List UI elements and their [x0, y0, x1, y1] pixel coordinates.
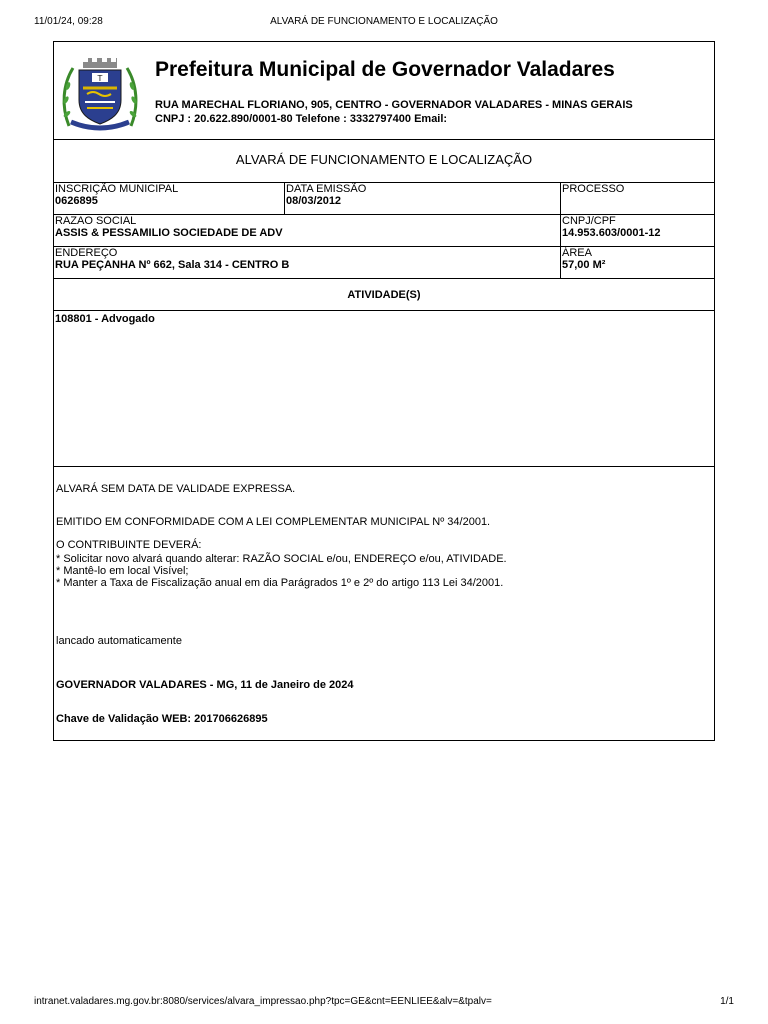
taxpayer-item: * Solicitar novo alvará quando alterar: RAZÃO SOCIAL e/ou, ENDEREÇO e/ou, ATIVIDADE. [56, 553, 507, 565]
issued-note: EMITIDO EM CONFORMIDADE COM A LEI COMPLEMENTAR MUNICIPAL Nº 34/2001. [56, 516, 491, 528]
activities-list [54, 311, 714, 467]
field-inscricao [54, 183, 284, 214]
activities-header-row [54, 279, 714, 311]
row-company [54, 215, 714, 247]
field-label: ÁREA [562, 247, 592, 259]
print-title: ALVARÁ DE FUNCIONAMENTO E LOCALIZAÇÃO [270, 16, 498, 27]
field-label: ENDEREÇO [55, 247, 118, 259]
svg-text:T: T [97, 74, 103, 83]
print-header [34, 16, 734, 30]
municipality-contact: CNPJ : 20.622.890/0001-80 Telefone : 3332797400 Email: [155, 113, 448, 125]
field-value: RUA PEÇANHA Nº 662, Sala 314 - CENTRO B [55, 259, 290, 271]
document-title-row [54, 140, 714, 183]
field-value: 14.953.603/0001-12 [562, 227, 661, 239]
license-document [53, 41, 715, 741]
field-label: INSCRIÇÃO MUNICIPAL [55, 183, 179, 195]
page-number: 1/1 [720, 996, 734, 1007]
field-processo [560, 183, 714, 214]
document-header [54, 42, 714, 140]
field-value: 57,00 M² [562, 259, 606, 271]
taxpayer-item: * Manter a Taxa de Fiscalização anual em dia Parágrados 1º e 2º do artigo 113 Lei 34/2001. [56, 577, 504, 589]
field-label: CNPJ/CPF [562, 215, 616, 227]
row-address [54, 247, 714, 279]
field-data-emissao [284, 183, 560, 214]
city-coat-of-arms-icon [59, 56, 141, 132]
automatic-note: lancado automaticamente [56, 635, 182, 647]
field-label: DATA EMISSÃO [286, 183, 367, 195]
municipality-address: RUA MARECHAL FLORIANO, 905, CENTRO - GOVERNADOR VALADARES - MINAS GERAIS [155, 99, 633, 111]
activities-header: ATIVIDADE(S) [347, 289, 421, 301]
taxpayer-item: * Mantê-lo em local Visível; [56, 565, 189, 577]
field-area [560, 247, 714, 278]
print-url: intranet.valadares.mg.gov.br:8080/services/alvara_impressao.php?tpc=GE&cnt=EENLIEE&alv=&tpalv= [34, 996, 492, 1007]
validation-key: Chave de Validação WEB: 201706626895 [56, 713, 268, 725]
field-value: 08/03/2012 [286, 195, 342, 207]
document-title: ALVARÁ DE FUNCIONAMENTO E LOCALIZAÇÃO [235, 152, 533, 167]
print-datetime: 11/01/24, 09:28 [34, 16, 103, 27]
taxpayer-title: O CONTRIBUINTE DEVERÁ: [56, 539, 202, 551]
validity-note: ALVARÁ SEM DATA DE VALIDADE EXPRESSA. [56, 483, 296, 495]
field-endereco [54, 247, 560, 278]
print-footer [34, 996, 734, 1010]
municipality-name: Prefeitura Municipal de Governador Valadares [155, 58, 615, 81]
field-label: RAZAO SOCIAL [55, 215, 137, 227]
field-razao-social [54, 215, 560, 246]
field-label: PROCESSO [562, 183, 625, 195]
activity-item: 108801 - Advogado [55, 313, 155, 325]
field-value: 0626895 [55, 195, 98, 207]
field-cnpj-cpf [560, 215, 714, 246]
row-registration [54, 183, 714, 215]
issue-place-date: GOVERNADOR VALADARES - MG, 11 de Janeiro de 2024 [56, 679, 354, 691]
field-value: ASSIS & PESSAMILIO SOCIEDADE DE ADV [55, 227, 283, 239]
